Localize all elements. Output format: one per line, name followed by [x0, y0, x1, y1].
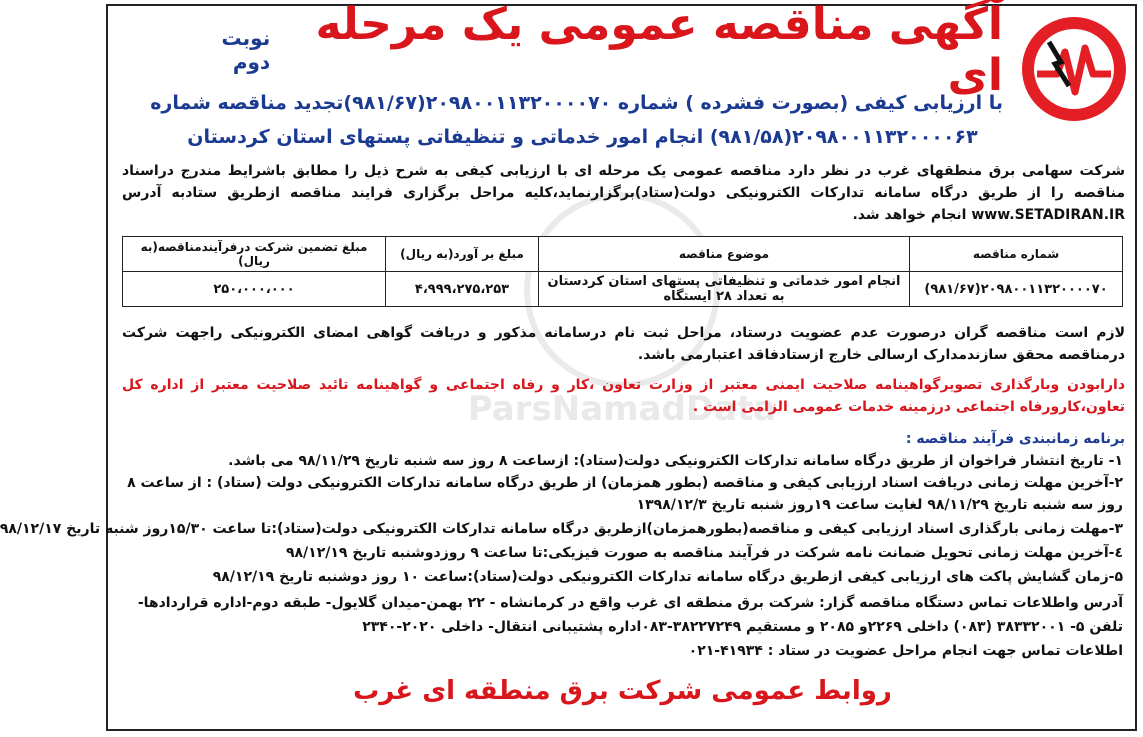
schedule-item: ۵-زمان گشایش پاکت های ارزیابی کیفی ازطریق درگاه سامانه تدارکات الکترونیکی دولت(ستاد):ساعت ۱۰ روز دوشنبه تاریخ ۹۸/۱۲/۱۹: [212, 569, 1123, 585]
schedule-item: ٤-آخرین مهلت زمانی تحویل ضمانت نامه شرکت در فرآیند مناقصه به صورت فیزیکی:تا ساعت ۹ روزدوشنبه تاریخ ۹۸/۱۲/۱۹: [285, 545, 1123, 561]
tender-table: [122, 236, 1123, 307]
cell-subject: انجام امور خدماتی و تنظیفاتی پستهای استان کردستان به تعداد ۲۸ ایستگاه: [539, 272, 910, 307]
registration-note: لازم است مناقصه گران درصورت عدم عضویت درستاد، مراحل ثبت نام درسامانه مذکور و دریافت گواهی امضای الکترونیکی راجهت شرکت درمناقصه محقق سازندمدارک ارسالی خارج ازستادفاقد اعتبارمی باشد.: [122, 325, 1125, 363]
header-tender-number: شماره مناقصه: [910, 237, 1123, 272]
schedule-item: ۳-مهلت زمانی بارگذاری اسناد ارزیابی کیفی و مناقصه(بطورهمزمان)ازطریق درگاه سامانه تدارکات الکترونیکی دولت(ستاد):تا ساعت ۱۵/۳۰روز شنبه تاریخ ۹۸/۱۲/۱۷: [0, 521, 1123, 537]
cell-estimate: ۴،۹۹۹،۲۷۵،۲۵۳: [386, 272, 539, 307]
contact-setad: اطلاعات تماس جهت انجام مراحل عضویت در ستاد : ۴۱۹۳۴-۰۲۱: [688, 643, 1123, 659]
intro-paragraph: شرکت سهامی برق منطقهای غرب در نظر دارد مناقصه عمومی یک مرحله ای با ارزیابی کیفی به شرح ذیل را مطابق باشرایط مندرج دراسناد مناقصه را از طریق درگاه سامانه تدارکات الکترونیکی دولت(ستاد)برگزارنماید،کلیه مراحل برگزاری فرایند مناقصه ازطریق ستادبه آدرس www.SETADIRAN.IR انجام خواهد شد.: [122, 163, 1125, 223]
contact-address: آدرس واطلاعات تماس دستگاه مناقصه گزار: شرکت برق منطقه ای غرب واقع در کرمانشاه - ۲۲ بهمن-میدان گلایول- طبقه دوم-اداره قراردادها-: [137, 595, 1123, 611]
subtitle-line-1: با ارزیابی کیفی (بصورت فشرده ) شماره ۲۰۹۸۰۰۱۱۳۲۰۰۰۰۷۰(۹۸۱/۶۷)تجدید مناقصه شماره: [150, 92, 1003, 114]
schedule-item: ۲-آخرین مهلت زمانی دریافت اسناد ارزیابی کیفی و مناقصه (بطور همزمان) از طریق درگاه سامانه تدارکات الکترونیکی دولت (ستاد) : از ساعت ۸: [127, 475, 1123, 491]
header-guarantee: مبلغ تضمین شرکت درفرآیندمناقصه(به ریال): [123, 237, 386, 272]
schedule-item: ۱- تاریخ انتشار فراخوان از طریق درگاه سامانه تدارکات الکترونیکی دولت(ستاد): ازساعت ۸ روز سه شنبه تاریخ ۹۸/۱۱/۲۹ می باشد.: [228, 453, 1123, 469]
cell-tender-number: ۲۰۹۸۰۰۱۱۳۲۰۰۰۰۷۰(۹۸۱/۶۷): [910, 272, 1123, 307]
header-estimate: مبلغ بر آورد(به ریال): [386, 237, 539, 272]
schedule-item: روز سه شنبه تاریخ ۹۸/۱۱/۲۹ لغایت ساعت ۱۹روز شنبه تاریخ ۱۳۹۸/۱۲/۳: [636, 497, 1123, 513]
title-row: [182, 0, 1003, 101]
round-label: نوبت دوم: [221, 26, 271, 74]
table-header-row: [123, 237, 1123, 272]
subtitle-line-2: ۲۰۹۸۰۰۱۱۳۲۰۰۰۰۶۳(۹۸۱/۵۸) انجام امور خدماتی و تنظیفاتی پستهای استان کردستان: [187, 126, 978, 148]
header-subject: موضوع مناقصه: [539, 237, 910, 272]
footer-signature: روابط عمومی شرکت برق منطقه ای غرب: [353, 676, 892, 706]
tavanir-logo-icon: [1019, 14, 1129, 124]
contact-phone: تلفن ۵- ۳۸۳۳۲۰۰۱ (۰۸۳) داخلی ۲۲۶۹و ۲۰۸۵ و مستقیم ۳۸۲۲۷۲۴۹-۰۸۳اداره پشتیبانی انتقال- داخلی ۲۰۲۰-۲۳۴۰: [362, 619, 1123, 635]
notice-title: آگهی مناقصه عمومی یک مرحله ای: [315, 0, 1003, 101]
requirement-note: دارابودن وبارگذاری تصویرگواهینامه صلاحیت ایمنی معتبر از وزارت تعاون ،کار و رفاه اجتماعی و گواهینامه تائید صلاحیت معتبر از اداره کل تعاون،کارورفاه اجتماعی درزمینه خدمات عمومی الزامی است .: [122, 377, 1125, 415]
table-row: [123, 272, 1123, 307]
schedule-heading: برنامه زمانبندی فرآیند مناقصه :: [905, 431, 1125, 447]
watermark-text: ParsNamadData: [467, 389, 777, 429]
cell-guarantee: ۲۵۰،۰۰۰،۰۰۰: [123, 272, 386, 307]
